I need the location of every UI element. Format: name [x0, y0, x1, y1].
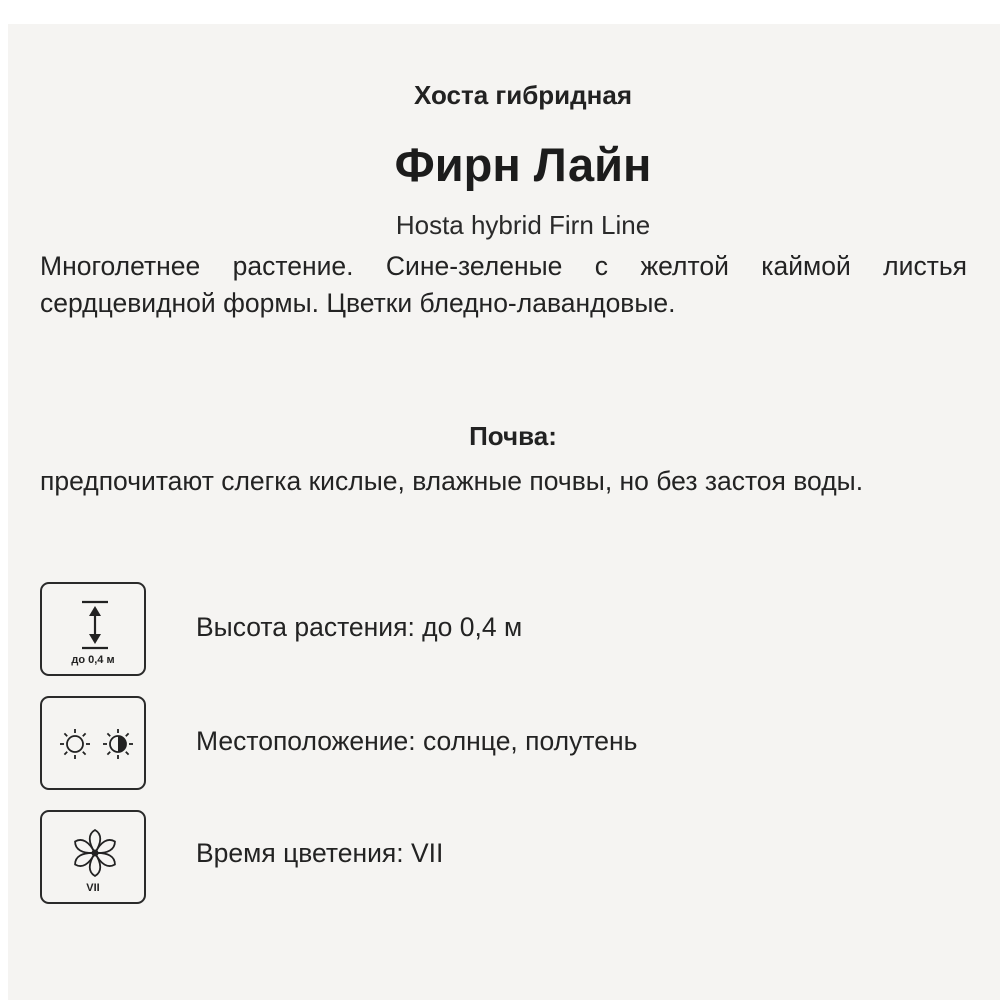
flowering-attribute: Время цветения: VII	[196, 838, 444, 868]
height-attribute: Высота растения: до 0,4 м	[196, 612, 523, 642]
plant-variety-title: Фирн Лайн	[394, 138, 652, 191]
plant-description: Многолетнее растение. Сине-зеленые с желтой каймой листья сердцевидной формы. Цветки бледно-лавандовые.	[40, 251, 967, 318]
height-icon-caption: до 0,4 м	[71, 654, 115, 666]
soil-heading: Почва:	[469, 421, 557, 451]
plant-species: Хоста гибридная	[414, 80, 632, 110]
plant-label-card	[8, 24, 1000, 1000]
flowering-icon-caption: VII	[86, 882, 100, 894]
plant-height-icon	[40, 582, 146, 676]
soil-text: предпочитают слегка кислые, влажные почвы, но без застоя воды.	[40, 466, 864, 496]
location-attribute: Местоположение: солнце, полутень	[196, 726, 638, 756]
sun-partial-shade-icon	[40, 696, 146, 790]
flower-icon	[40, 810, 146, 904]
latin-name: Hosta hybrid Firn Line	[395, 210, 651, 240]
